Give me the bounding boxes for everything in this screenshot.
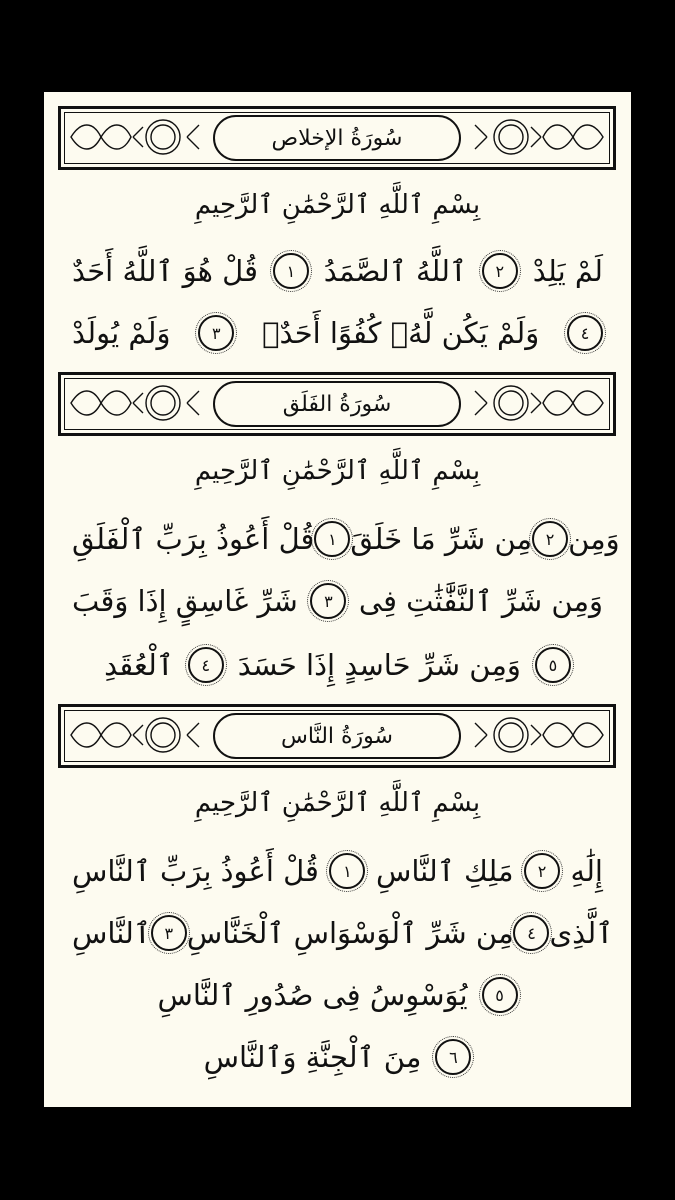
- ornament-icon: [469, 713, 607, 757]
- verse-text: ٱلْعُقَدِ: [104, 648, 174, 682]
- ayah-number-marker: ٤: [567, 315, 603, 351]
- basmala: بِسْمِ ٱللَّهِ ٱلرَّحْمَٰنِ ٱلرَّحِيمِ: [194, 788, 481, 818]
- ayah-number-marker: ١: [273, 253, 309, 289]
- verse-text: إِلَٰهِ: [570, 854, 603, 888]
- ayah-number-marker: ٣: [310, 583, 346, 619]
- verse-text: ٱلَّذِى: [549, 916, 614, 950]
- ayah-number-marker: ٤: [513, 915, 549, 951]
- ayah-number-marker: ١: [314, 521, 350, 557]
- verse-line: [72, 906, 614, 960]
- ayah-number-marker: ١: [329, 853, 365, 889]
- ayah-number-marker: ٥: [482, 977, 518, 1013]
- basmala: بِسْمِ ٱللَّهِ ٱلرَّحْمَٰنِ ٱلرَّحِيمِ: [194, 456, 481, 486]
- verse-text: يُوَسْوِسُ فِى صُدُورِ ٱلنَّاسِ: [157, 978, 468, 1012]
- verse-text: قُلْ أَعُوذُ بِرَبِّ ٱلنَّاسِ: [72, 854, 319, 888]
- verse-line: [72, 306, 603, 360]
- verse-text: مِن شَرِّ ٱلْوَسْوَاسِ ٱلْخَنَّاسِ: [186, 916, 514, 950]
- verse-line: [72, 244, 603, 298]
- ayah-number-marker: ٢: [532, 521, 568, 557]
- surah-header-nas: [58, 704, 616, 768]
- verse-text: ٱللَّهُ ٱلصَّمَدُ: [323, 254, 467, 288]
- verse-text: شَرِّ غَاسِقٍ إِذَا وَقَبَ: [72, 584, 298, 618]
- verse-line: [72, 1030, 603, 1084]
- verse-line: [72, 844, 603, 898]
- ornament-icon: [469, 381, 607, 425]
- verse-line: [72, 574, 603, 628]
- ayah-number-marker: ٢: [482, 253, 518, 289]
- verse-text: وَمِن: [568, 522, 620, 556]
- surah-title-frame: [213, 713, 461, 759]
- ayah-number-marker: ٢: [524, 853, 560, 889]
- verse-text: مِنَ ٱلْجِنَّةِ وَٱلنَّاسِ: [203, 1040, 422, 1074]
- verse-text: قُلْ أَعُوذُ بِرَبِّ ٱلْفَلَقِ: [72, 522, 315, 556]
- ayah-number-marker: ٣: [151, 915, 187, 951]
- verse-text: لَمْ يَلِدْ: [532, 254, 603, 288]
- verse-line: [72, 638, 603, 692]
- ornament-icon: [67, 381, 205, 425]
- verse-text: وَلَمْ يُولَدْ: [72, 316, 171, 350]
- ornament-icon: [469, 115, 607, 159]
- ayah-number-marker: ٣: [198, 315, 234, 351]
- ayah-number-marker: ٦: [435, 1039, 471, 1075]
- surah-title: سُورَةُ النَّاس: [281, 723, 393, 749]
- ornament-icon: [67, 115, 205, 159]
- verse-text: وَمِن شَرِّ ٱلنَّفَّٰثَٰتِ فِى: [358, 584, 603, 618]
- surah-header-ikhlas: [58, 106, 616, 170]
- surah-title: سُورَةُ الإخلاص: [271, 125, 403, 151]
- verse-line: [72, 968, 603, 1022]
- surah-header-falaq: [58, 372, 616, 436]
- surah-title: سُورَةُ الفَلَق: [282, 391, 392, 417]
- verse-text: مَلِكِ ٱلنَّاسِ: [375, 854, 514, 888]
- ornament-icon: [67, 713, 205, 757]
- verse-text: ٱلنَّاسِ: [72, 916, 151, 950]
- surah-title-frame: [213, 115, 461, 161]
- ayah-number-marker: ٥: [535, 647, 571, 683]
- surah-title-frame: [213, 381, 461, 427]
- verse-text: وَمِن شَرِّ حَاسِدٍ إِذَا حَسَدَ: [237, 648, 521, 682]
- verse-text: وَلَمْ يَكُن لَّهُۥ كُفُوًا أَحَدٌۢ: [262, 316, 540, 350]
- mushaf-page: [44, 92, 631, 1107]
- ayah-number-marker: ٤: [188, 647, 224, 683]
- basmala: بِسْمِ ٱللَّهِ ٱلرَّحْمَٰنِ ٱلرَّحِيمِ: [194, 190, 481, 220]
- verse-line: [72, 512, 620, 566]
- verse-text: مِن شَرِّ مَا خَلَقَ: [350, 522, 533, 556]
- verse-text: قُلْ هُوَ ٱللَّهُ أَحَدٌ: [72, 254, 258, 288]
